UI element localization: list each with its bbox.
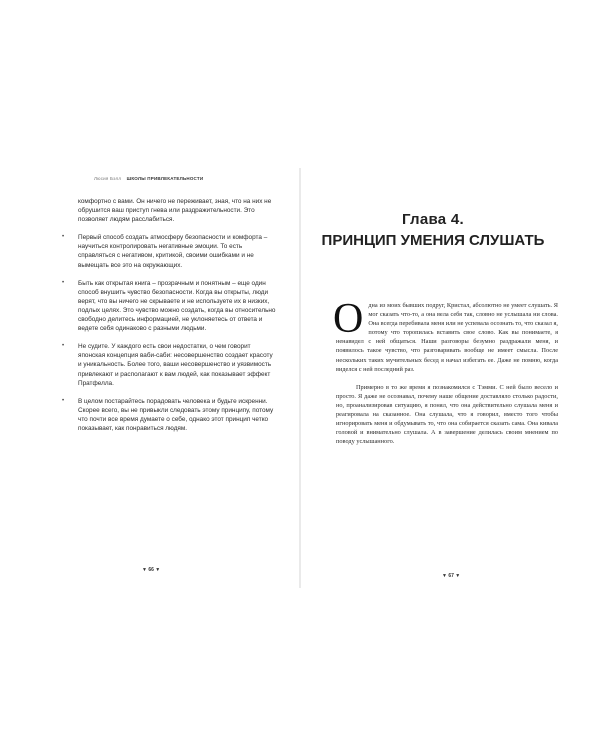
bullet-item: • Быть как открытая книга – прозрачным и понятным – еще один способ внушить чувство безопасности. Когда вы открыты, люди верят, что вы ничего не скрываете и не используете их в низких, подлых целях. Это чувство можно создать, когда вы относительно свободно делитесь информацией, не уклоняетесь от ответа и ведете себя одинаково с разными людьми. xyxy=(57,279,277,334)
running-head-author: Люсия Бэлл xyxy=(94,176,122,181)
paragraph: дна из моих бывших подруг, Кристал, абсолютно не умеет слушать. Я мог сказать что-то, а она вела себя так, словно не услышала ни слова. Она всегда перебивала меня или не успевала осознать то, что сказал я, потому что торопилась вставить свое слово. Как вы понимаете, я ненавидел с ней общаться. Наши разговоры безумно раздражали меня, и появилось такое чувство, что разговаривать вообще не имеет смысла. После нескольких таких мучительных бесед я начал избегать ее. Даже не помню, когда виделся с ней последний раз. xyxy=(336,302,558,373)
left-page xyxy=(42,176,292,586)
paragraph: комфортно с вами. Он ничего не переживает, зная, что на них не обрушится ваш приступ гнева или раздражительности. Это позволяет людям расслабиться. xyxy=(78,198,272,224)
running-head-title: ШКОЛЫ ПРИВЛЕКАТЕЛЬНОСТИ xyxy=(126,176,204,181)
drop-cap: О xyxy=(333,296,364,342)
chapter-title-text: ПРИНЦИП УМЕНИЯ СЛУШАТЬ xyxy=(321,232,545,249)
bullet-item: • Не судите. У каждого есть свои недостатки, о чем говорит японская концепция ваби-саби: несовершенство создает красоту и уникальность. Более того, ваши несовершенство и уязвимость привлекают и располагают к вам людей, как показывает эффект Пратфелла. xyxy=(57,342,277,387)
left-page-body xyxy=(57,197,277,433)
running-head xyxy=(94,176,203,181)
gutter-shadow xyxy=(299,168,301,588)
bullet-item: • В целом постарайтесь порадовать человека и будьте искренни. Скорее всего, вы не привыкли следовать этому принципу, потому что почти все время думаете о себе, однако этот принцип четко показывает, как понравиться людям. xyxy=(57,397,277,433)
page-number: ▼ 67 ▼ xyxy=(442,573,461,579)
chapter-title xyxy=(308,231,558,250)
page-number: ▼ 66 ▼ xyxy=(142,567,161,573)
paragraph: Примерно в то же время я познакомился с Тэмми. С ней было весело и просто. Я даже не осознавал, почему наше общение доставляло столько радости, но, проанализировав ситуацию, я понял, что она действительно слушала меня и реагировала на сказанное. Она слушала, что я говорил, вместо того чтобы игнорировать меня и обдумывать то, что она собирается сказать сама. Она кивала головой и внимательно слушала. А в завершение делилась своим мнением по поводу услышанного. xyxy=(336,383,558,446)
right-page xyxy=(308,176,558,586)
right-page-body xyxy=(333,296,558,446)
bullet-item: • Первый способ создать атмосферу безопасности и комфорта – научиться контролировать негативные эмоции. То есть справляться с негативом, критикой, своими ошибками и не вымещать все это на окружающих. xyxy=(57,233,277,269)
chapter-label: Глава 4. xyxy=(401,211,465,228)
